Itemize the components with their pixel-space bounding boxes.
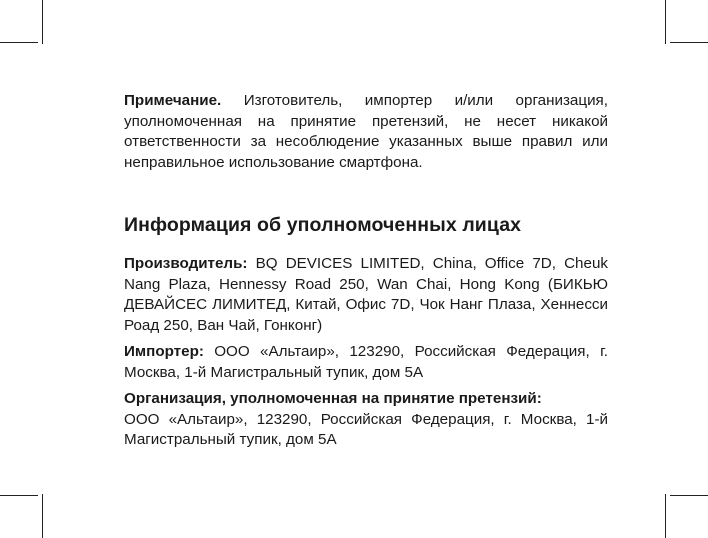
note-label: Примечание. bbox=[124, 92, 222, 109]
crop-mark-top-left-horizontal bbox=[0, 42, 38, 43]
crop-mark-bottom-left-vertical bbox=[42, 494, 43, 538]
importer-label: Импортер: bbox=[124, 343, 204, 360]
crop-mark-top-left-vertical bbox=[42, 0, 43, 44]
authorized-persons-block bbox=[124, 254, 608, 457]
note-text: Изготовитель, импортер и/или организация, уполномоченная на принятие претензий, не несет никакой ответственности за несоблюдение указанных выше правил или неправильное использование смартфона. bbox=[124, 92, 608, 171]
crop-mark-bottom-left-horizontal bbox=[0, 495, 38, 496]
crop-mark-bottom-right-horizontal bbox=[670, 495, 708, 496]
manufacturer-text: BQ DEVICES LIMITED, China, Office 7D, Cheuk Nang Plaza, Hennessy Road 250, Wan Chai, Hong Kong (БИКЬЮ ДЕВАЙСЕС ЛИМИТЕД, Китай, Офис 7D, Чок Нанг Плаза, Хеннесси Роад 250, Ван Чай, Гонконг) bbox=[124, 255, 608, 334]
section-title: Информация об уполномоченных лицах bbox=[124, 214, 522, 236]
organization-text: ООО «Альтаир», 123290, Российская Федерация, г. Москва, 1-й Магистральный тупик, дом 5А bbox=[124, 410, 608, 448]
manufacturer-paragraph bbox=[124, 254, 608, 336]
manufacturer-label: Производитель: bbox=[124, 255, 248, 272]
crop-mark-bottom-right-vertical bbox=[665, 494, 666, 538]
note-paragraph bbox=[124, 91, 608, 173]
crop-mark-top-right-vertical bbox=[665, 0, 666, 44]
organization-label: Организация, уполномоченная на принятие претензий: bbox=[124, 390, 542, 407]
organization-paragraph bbox=[124, 389, 608, 451]
importer-paragraph bbox=[124, 342, 608, 383]
crop-mark-top-right-horizontal bbox=[670, 42, 708, 43]
importer-text: ООО «Альтаир», 123290, Российская Федерация, г. Москва, 1-й Магистральный тупик, дом 5А bbox=[124, 343, 608, 381]
note-block bbox=[124, 91, 608, 173]
